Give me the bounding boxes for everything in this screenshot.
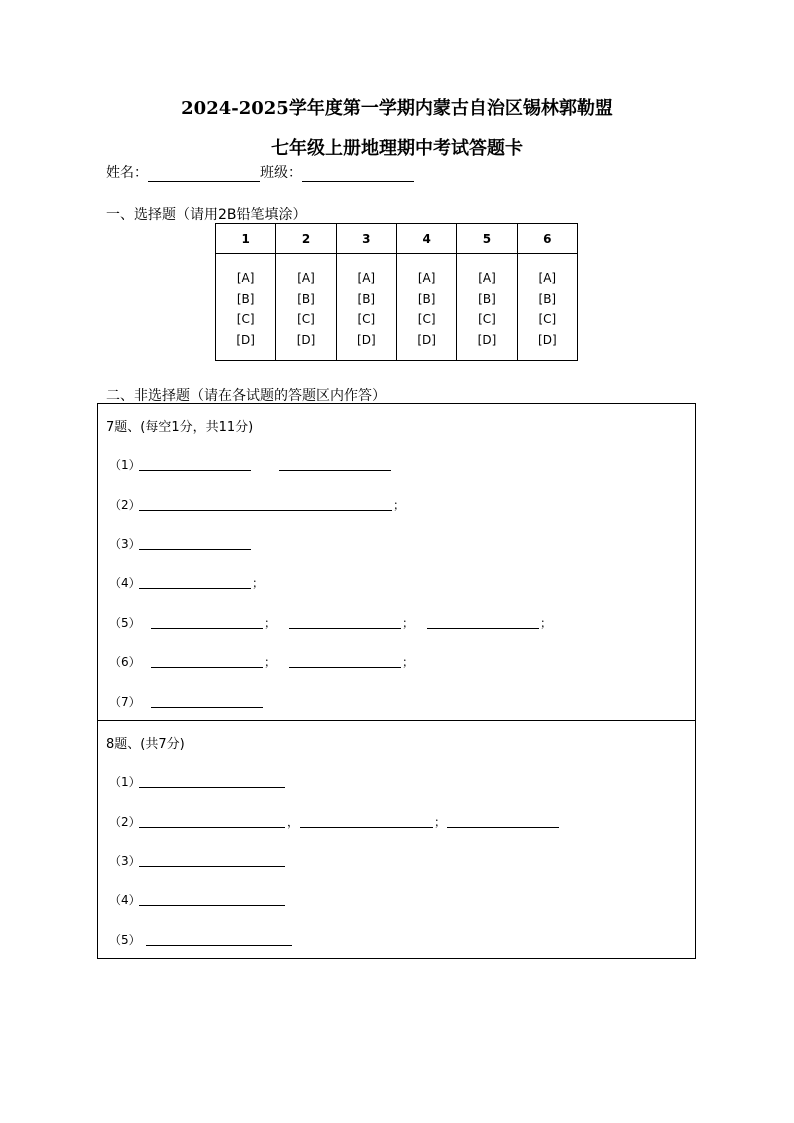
q7-label-3: （3） xyxy=(109,537,141,551)
student-info-row xyxy=(106,162,414,182)
comma: ， xyxy=(287,815,300,829)
option-a[interactable]: [A] xyxy=(538,271,557,285)
q7-label-7: （7） xyxy=(109,695,141,709)
answer-cell-5 xyxy=(457,254,517,361)
question-number-5: 5 xyxy=(457,224,517,254)
q7-line-6 xyxy=(109,653,509,669)
q7-blank-7[interactable] xyxy=(151,707,263,708)
option-c[interactable]: [C] xyxy=(538,312,557,326)
q8-label-2: （2） xyxy=(109,815,141,829)
q7-line-4 xyxy=(109,574,509,590)
q8-line-2 xyxy=(109,813,579,829)
question8-answer-area xyxy=(97,720,696,959)
q7-line-2 xyxy=(109,496,509,512)
q7-label-5: （5） xyxy=(109,616,141,630)
option-a[interactable]: [A] xyxy=(297,271,315,285)
q7-blank-2[interactable] xyxy=(139,510,392,511)
semicolon: ； xyxy=(540,616,553,630)
exam-title-line2: 七年级上册地理期中考试答题卡 xyxy=(271,138,523,159)
option-b[interactable]: [B] xyxy=(478,291,496,306)
q8-blank-1[interactable] xyxy=(139,787,285,788)
q8-label-4: （4） xyxy=(109,893,141,907)
q7-label-2: （2） xyxy=(109,498,141,512)
exam-title-line1: 2024-2025学年度第一学期内蒙古自治区锡林郭勒盟 xyxy=(181,98,613,119)
semicolon: ； xyxy=(434,815,447,829)
option-b[interactable]: [B] xyxy=(538,291,557,306)
option-b[interactable]: [B] xyxy=(357,291,376,306)
class-label: 班级： xyxy=(260,165,302,181)
answer-cell-3 xyxy=(336,254,396,361)
q8-blank-4[interactable] xyxy=(139,905,285,906)
q8-blank-5[interactable] xyxy=(146,945,292,946)
option-d[interactable]: [D] xyxy=(417,332,436,347)
question8-heading: 8题、(共7分) xyxy=(106,737,185,752)
q7-blank-5b[interactable] xyxy=(289,628,401,629)
semicolon: ； xyxy=(393,498,406,512)
q7-line-1 xyxy=(109,456,509,472)
q7-blank-5a[interactable] xyxy=(151,628,263,629)
question-number-4: 4 xyxy=(396,224,456,254)
q7-line-3 xyxy=(109,535,509,551)
name-field[interactable] xyxy=(148,167,260,182)
q8-blank-2c[interactable] xyxy=(447,827,559,828)
q8-line-5 xyxy=(109,931,509,947)
answer-cell-2 xyxy=(276,254,336,361)
q7-line-5 xyxy=(109,614,579,630)
option-c[interactable]: [C] xyxy=(417,312,436,326)
q8-line-1 xyxy=(109,773,509,789)
q7-blank-5c[interactable] xyxy=(427,628,539,629)
semicolon: ； xyxy=(402,655,415,669)
q8-line-3 xyxy=(109,852,509,868)
option-d[interactable]: [D] xyxy=(357,332,376,347)
semicolon: ； xyxy=(264,655,277,669)
option-d[interactable]: [D] xyxy=(296,332,316,347)
option-b[interactable]: [B] xyxy=(236,291,255,306)
q8-line-4 xyxy=(109,891,509,907)
answer-cell-4 xyxy=(396,254,456,361)
name-label: 姓名： xyxy=(106,165,148,181)
option-c[interactable]: [C] xyxy=(478,312,496,326)
option-a[interactable]: [A] xyxy=(417,271,436,285)
question-number-6: 6 xyxy=(517,224,577,254)
option-c[interactable]: [C] xyxy=(357,312,376,326)
q7-blank-3[interactable] xyxy=(139,549,251,550)
section2-heading: 二、非选择题（请在各试题的答题区内作答） xyxy=(106,388,386,404)
question-number-3: 3 xyxy=(336,224,396,254)
semicolon: ； xyxy=(252,576,265,590)
q7-blank-6a[interactable] xyxy=(151,667,263,668)
answer-cell-1 xyxy=(216,254,276,361)
q7-blank-1a[interactable] xyxy=(139,470,251,471)
option-c[interactable]: [C] xyxy=(236,312,255,326)
question7-answer-area xyxy=(97,403,696,721)
choice-answer-grid xyxy=(215,223,578,361)
q8-label-5: （5） xyxy=(109,933,141,947)
option-b[interactable]: [B] xyxy=(417,291,436,306)
question-number-1: 1 xyxy=(216,224,276,254)
q7-line-7 xyxy=(109,693,509,709)
q7-label-6: （6） xyxy=(109,655,141,669)
section1-heading: 一、选择题（请用2B铅笔填涂） xyxy=(106,207,307,223)
q8-label-3: （3） xyxy=(109,854,141,868)
semicolon: ； xyxy=(264,616,277,630)
option-b[interactable]: [B] xyxy=(297,291,315,306)
class-field[interactable] xyxy=(302,167,414,182)
question7-heading: 7题、(每空1分，共11分) xyxy=(106,420,254,435)
option-a[interactable]: [A] xyxy=(357,271,376,285)
question-number-2: 2 xyxy=(276,224,336,254)
option-d[interactable]: [D] xyxy=(236,332,255,347)
q7-label-1: （1） xyxy=(109,458,141,472)
answer-cell-6 xyxy=(517,254,577,361)
q7-label-4: （4） xyxy=(109,576,141,590)
q8-label-1: （1） xyxy=(109,775,141,789)
q7-blank-6b[interactable] xyxy=(289,667,401,668)
q8-blank-2b[interactable] xyxy=(300,827,433,828)
q8-blank-3[interactable] xyxy=(139,866,285,867)
q8-blank-2a[interactable] xyxy=(139,827,285,828)
option-a[interactable]: [A] xyxy=(478,271,496,285)
q7-blank-1b[interactable] xyxy=(279,470,391,471)
option-d[interactable]: [D] xyxy=(477,332,497,347)
semicolon: ； xyxy=(402,616,415,630)
option-c[interactable]: [C] xyxy=(297,312,315,326)
option-a[interactable]: [A] xyxy=(236,271,255,285)
q7-blank-4[interactable] xyxy=(139,588,251,589)
option-d[interactable]: [D] xyxy=(538,332,557,347)
